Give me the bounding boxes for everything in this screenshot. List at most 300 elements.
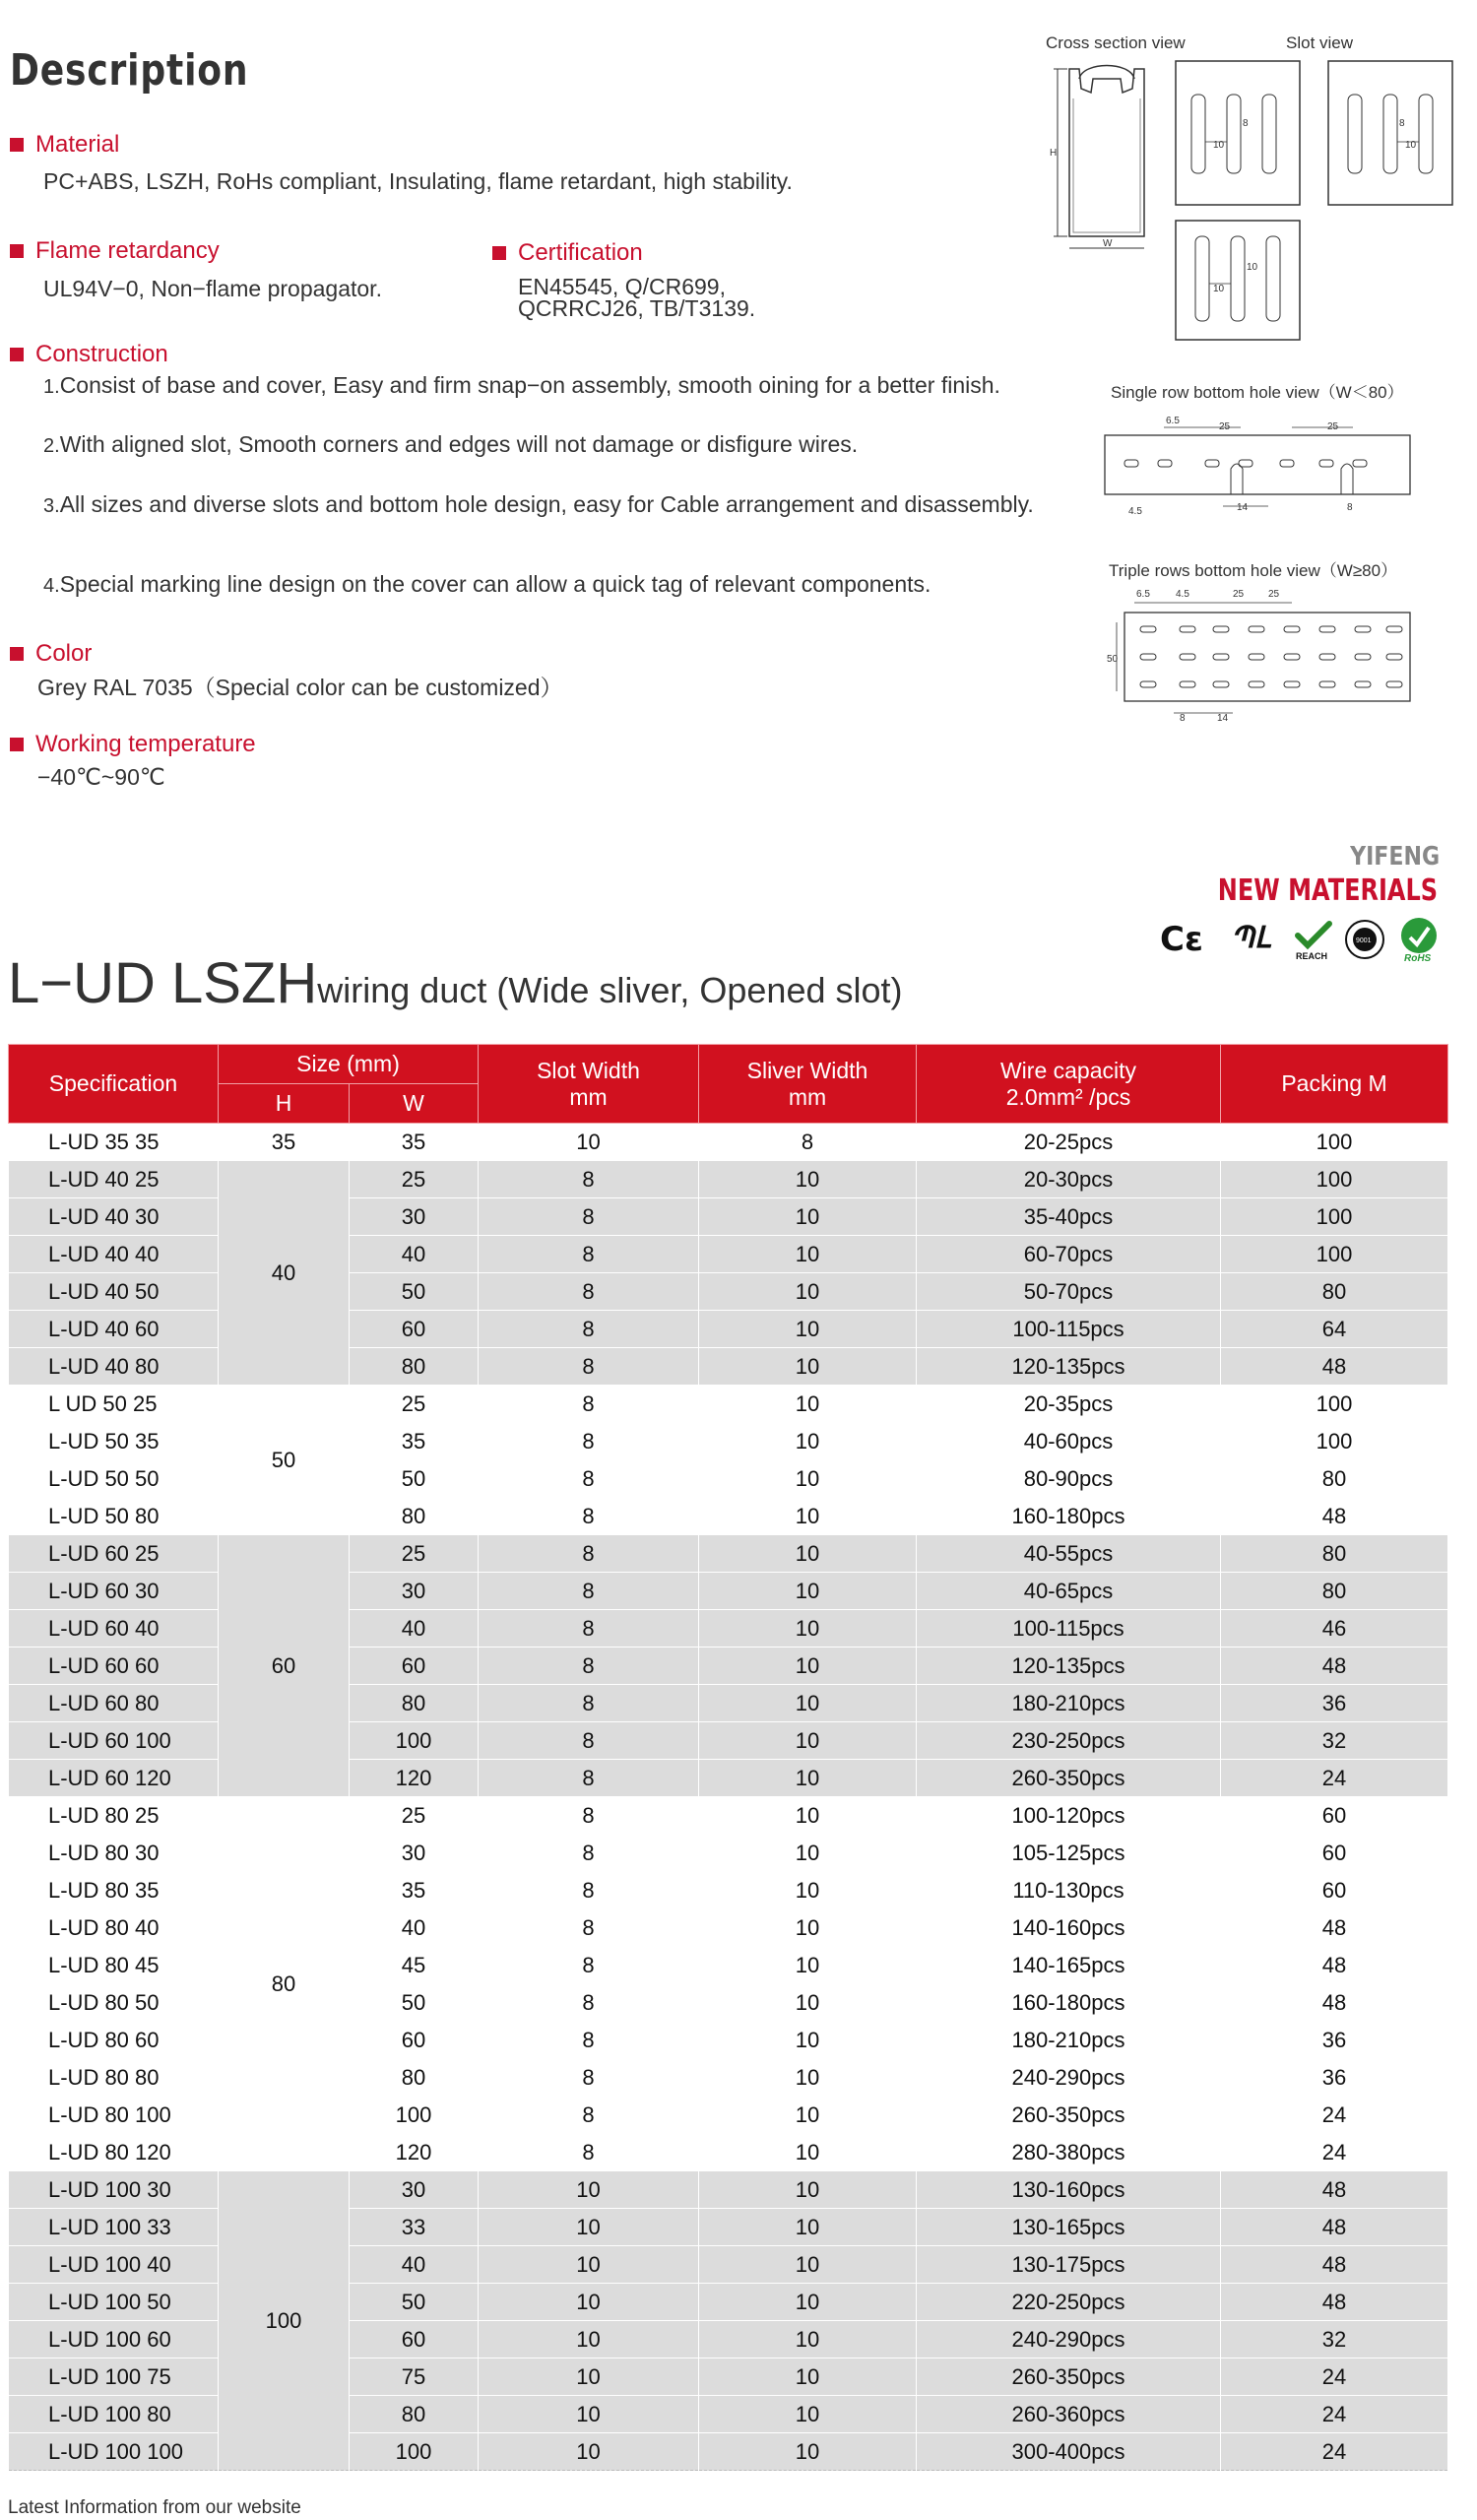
material-text: PC+ABS, LSZH, RoHs compliant, Insulating, flame retardant, high stability. [43, 168, 793, 194]
spec-cell: L-UD 80 100 [9, 2097, 219, 2134]
wire-capacity-cell: 240-290pcs [917, 2321, 1221, 2358]
packing-cell: 24 [1221, 2097, 1448, 2134]
spec-cell: L-UD 60 25 [9, 1535, 219, 1573]
spec-cell: L-UD 80 25 [9, 1797, 219, 1835]
rohs-logo-icon [1394, 916, 1444, 963]
bullet-square-icon [10, 348, 24, 361]
spec-cell: L-UD 100 40 [9, 2246, 219, 2284]
wire-capacity-cell: 60-70pcs [917, 1236, 1221, 1273]
cross-w-label: W [1103, 238, 1113, 249]
svg-text:RoHS: RoHS [1404, 953, 1432, 963]
svg-text:9001: 9001 [1356, 937, 1372, 944]
wire-capacity-cell: 160-180pcs [917, 1984, 1221, 2022]
packing-cell: 48 [1221, 2171, 1448, 2209]
color-text: Grey RAL 7035（Special color can be customized） [37, 675, 563, 700]
construction-item-1: 1.Consist of base and cover, Easy and firm snap−on assembly, smooth oining for a better finish. [43, 372, 1000, 398]
width-cell: 60 [350, 2022, 479, 2059]
width-cell: 30 [350, 1835, 479, 1872]
svg-text:8: 8 [1243, 118, 1249, 129]
slot-width-cell: 8 [479, 1161, 699, 1198]
width-cell: 30 [350, 1573, 479, 1610]
width-cell: 33 [350, 2209, 479, 2246]
wire-capacity-cell: 20-30pcs [917, 1161, 1221, 1198]
spec-cell: L-UD 50 80 [9, 1498, 219, 1535]
wire-capacity-cell: 35-40pcs [917, 1198, 1221, 1236]
slot-width-cell: 8 [479, 1460, 699, 1498]
slot-width-cell: 8 [479, 1797, 699, 1835]
svg-text:10: 10 [1213, 140, 1225, 151]
spec-cell: L-UD 100 30 [9, 2171, 219, 2209]
spec-cell: L-UD 60 80 [9, 1685, 219, 1722]
sliver-width-cell: 10 [699, 1685, 917, 1722]
single-row-hole-diagram [1095, 408, 1416, 526]
ul-mark-icon [1229, 920, 1280, 959]
temperature-heading [10, 731, 256, 758]
width-cell: 25 [350, 1797, 479, 1835]
svg-text:4.5: 4.5 [1128, 506, 1142, 517]
wire-capacity-cell: 260-350pcs [917, 2358, 1221, 2396]
wire-capacity-cell: 260-350pcs [917, 1760, 1221, 1797]
construction-heading-label: Construction [35, 341, 168, 367]
slot-width-cell: 10 [479, 2396, 699, 2433]
spec-cell: L-UD 40 30 [9, 1198, 219, 1236]
cross-section-diagram [1044, 59, 1172, 256]
wire-capacity-cell: 120-135pcs [917, 1348, 1221, 1386]
wire-capacity-cell: 110-130pcs [917, 1872, 1221, 1909]
spec-cell: L-UD 100 33 [9, 2209, 219, 2246]
flame-heading [10, 237, 220, 265]
construction-item-3: 3.All sizes and diverse slots and bottom hole design, easy for Cable arrangement and disassembly. [43, 491, 1034, 517]
iso-9001-logo-icon [1343, 918, 1386, 961]
slot-width-cell: 8 [479, 1835, 699, 1872]
wire-capacity-cell: 100-120pcs [917, 1797, 1221, 1835]
slot-width-cell: 8 [479, 1648, 699, 1685]
slot-width-cell: 8 [479, 2022, 699, 2059]
packing-cell: 24 [1221, 2433, 1448, 2471]
sliver-width-cell: 10 [699, 2059, 917, 2097]
width-cell: 100 [350, 1722, 479, 1760]
bullet-square-icon [10, 138, 24, 152]
wire-capacity-cell: 105-125pcs [917, 1835, 1221, 1872]
slot-width-cell: 8 [479, 1535, 699, 1573]
width-cell: 25 [350, 1535, 479, 1573]
width-cell: 50 [350, 1273, 479, 1311]
spec-cell: L UD 50 25 [9, 1386, 219, 1423]
col-header-w: W [350, 1084, 479, 1124]
wire-capacity-cell: 100-115pcs [917, 1311, 1221, 1348]
sliver-width-cell: 10 [699, 1835, 917, 1872]
width-cell: 30 [350, 1198, 479, 1236]
triple-row-hole-diagram [1095, 583, 1416, 731]
sliver-width-cell: 10 [699, 2171, 917, 2209]
slot-width-cell: 10 [479, 2284, 699, 2321]
sliver-width-cell: 10 [699, 1722, 917, 1760]
width-cell: 75 [350, 2358, 479, 2396]
wire-capacity-cell: 260-360pcs [917, 2396, 1221, 2433]
sliver-width-cell: 10 [699, 1348, 917, 1386]
slot-width-cell: 8 [479, 1872, 699, 1909]
packing-cell: 36 [1221, 2059, 1448, 2097]
slot-width-cell: 8 [479, 1348, 699, 1386]
width-cell: 60 [350, 2321, 479, 2358]
packing-cell: 48 [1221, 1648, 1448, 1685]
wire-capacity-cell: 40-60pcs [917, 1423, 1221, 1460]
product-title-sub: wiring duct (Wide sliver, Opened slot) [317, 970, 903, 1010]
sliver-width-cell: 10 [699, 1311, 917, 1348]
wire-capacity-cell: 280-380pcs [917, 2134, 1221, 2171]
certification-logos [1160, 916, 1445, 965]
width-cell: 45 [350, 1947, 479, 1984]
material-heading [10, 131, 119, 159]
sliver-width-cell: 10 [699, 2284, 917, 2321]
sliver-width-cell: 10 [699, 1535, 917, 1573]
width-cell: 50 [350, 1460, 479, 1498]
bullet-square-icon [492, 246, 506, 260]
svg-text:25: 25 [1219, 421, 1231, 432]
slot-width-cell: 8 [479, 1760, 699, 1797]
certification-text [518, 276, 755, 319]
sliver-width-cell: 10 [699, 1386, 917, 1423]
svg-text:14: 14 [1237, 502, 1249, 513]
svg-text:6.5: 6.5 [1166, 416, 1180, 426]
slot-width-cell: 8 [479, 2097, 699, 2134]
wire-capacity-cell: 130-175pcs [917, 2246, 1221, 2284]
wire-capacity-cell: 120-135pcs [917, 1648, 1221, 1685]
svg-text:8: 8 [1347, 502, 1353, 513]
width-cell: 30 [350, 2171, 479, 2209]
packing-cell: 48 [1221, 1348, 1448, 1386]
spec-cell: L-UD 60 30 [9, 1573, 219, 1610]
spec-cell: L-UD 60 100 [9, 1722, 219, 1760]
packing-cell: 100 [1221, 1386, 1448, 1423]
slot-width-cell: 8 [479, 1947, 699, 1984]
width-cell: 80 [350, 1498, 479, 1535]
packing-cell: 24 [1221, 2134, 1448, 2171]
width-cell: 80 [350, 2059, 479, 2097]
packing-cell: 48 [1221, 2246, 1448, 2284]
svg-text:25: 25 [1268, 589, 1280, 600]
slot-width-cell: 8 [479, 1386, 699, 1423]
packing-cell: 60 [1221, 1797, 1448, 1835]
temperature-text: −40℃~90℃ [37, 764, 165, 790]
bullet-square-icon [10, 244, 24, 258]
slot-width-cell: 10 [479, 2321, 699, 2358]
packing-cell: 48 [1221, 1498, 1448, 1535]
table-row [9, 1386, 1448, 1423]
packing-cell: 48 [1221, 1909, 1448, 1947]
width-cell: 80 [350, 1685, 479, 1722]
spec-cell: L-UD 80 40 [9, 1909, 219, 1947]
slot-view-diagram-1 [1174, 59, 1302, 207]
packing-cell: 80 [1221, 1535, 1448, 1573]
sliver-width-cell: 10 [699, 1498, 917, 1535]
width-cell: 80 [350, 2396, 479, 2433]
col-header-h: H [219, 1084, 350, 1124]
wire-capacity-cell: 20-35pcs [917, 1386, 1221, 1423]
width-cell: 25 [350, 1386, 479, 1423]
certification-line-1: EN45545, Q/CR699, [518, 274, 726, 299]
sliver-width-cell: 10 [699, 2396, 917, 2433]
spec-cell: L-UD 80 35 [9, 1872, 219, 1909]
slot-width-cell: 8 [479, 1273, 699, 1311]
spec-cell: L-UD 100 50 [9, 2284, 219, 2321]
height-cell: 35 [219, 1124, 350, 1161]
wire-capacity-cell: 260-350pcs [917, 2097, 1221, 2134]
height-cell: 100 [219, 2171, 350, 2471]
packing-cell: 48 [1221, 1947, 1448, 1984]
slot-view-diagram-3 [1174, 219, 1302, 342]
wire-capacity-cell: 40-55pcs [917, 1535, 1221, 1573]
brand-tagline: NEW MATERIALS [1217, 873, 1438, 908]
svg-text:25: 25 [1327, 421, 1339, 432]
width-cell: 50 [350, 2284, 479, 2321]
sliver-width-cell: 10 [699, 1797, 917, 1835]
packing-cell: 100 [1221, 1423, 1448, 1460]
svg-text:ՊԼ: ՊԼ [1231, 922, 1271, 954]
flame-heading-label: Flame retardancy [35, 237, 220, 264]
width-cell: 35 [350, 1872, 479, 1909]
sliver-width-cell: 10 [699, 2097, 917, 2134]
spec-cell: L-UD 50 50 [9, 1460, 219, 1498]
packing-cell: 100 [1221, 1198, 1448, 1236]
spec-table [8, 1044, 1448, 2471]
svg-text:6.5: 6.5 [1136, 589, 1150, 600]
slot-width-cell: 8 [479, 1311, 699, 1348]
packing-cell: 48 [1221, 1984, 1448, 2022]
sliver-width-cell: 10 [699, 2022, 917, 2059]
wire-capacity-cell: 80-90pcs [917, 1460, 1221, 1498]
sliver-width-cell: 10 [699, 1947, 917, 1984]
wire-capacity-cell: 130-160pcs [917, 2171, 1221, 2209]
slot-width-cell: 8 [479, 1498, 699, 1535]
slot-width-cell: 10 [479, 2171, 699, 2209]
single-row-label: Single row bottom hole view（W＜80） [1111, 383, 1404, 402]
sliver-width-cell: 10 [699, 1161, 917, 1198]
wire-capacity-cell: 140-165pcs [917, 1947, 1221, 1984]
wire-capacity-cell: 100-115pcs [917, 1610, 1221, 1648]
spec-cell: L-UD 40 25 [9, 1161, 219, 1198]
packing-cell: 32 [1221, 2321, 1448, 2358]
spec-cell: L-UD 80 120 [9, 2134, 219, 2171]
certification-heading-label: Certification [518, 239, 643, 266]
sliver-width-cell: 10 [699, 1909, 917, 1947]
packing-cell: 100 [1221, 1124, 1448, 1161]
sliver-width-cell: 10 [699, 1984, 917, 2022]
svg-text:25: 25 [1233, 589, 1245, 600]
table-row [9, 1797, 1448, 1835]
spec-cell: L-UD 40 80 [9, 1348, 219, 1386]
sliver-width-cell: 10 [699, 2358, 917, 2396]
slot-view-label: Slot view [1286, 33, 1354, 52]
slot-width-cell: 10 [479, 2358, 699, 2396]
table-row [9, 1161, 1448, 1198]
construction-item-4: 4.Special marking line design on the cover can allow a quick tag of relevant components. [43, 571, 931, 597]
sliver-width-cell: 10 [699, 1460, 917, 1498]
packing-cell: 60 [1221, 1835, 1448, 1872]
spec-cell: L-UD 80 30 [9, 1835, 219, 1872]
spec-cell: L-UD 100 75 [9, 2358, 219, 2396]
construction-item-2: 2.With aligned slot, Smooth corners and edges will not damage or disfigure wires. [43, 431, 859, 457]
sliver-width-cell: 10 [699, 1573, 917, 1610]
col-header-spec: Specification [9, 1045, 219, 1124]
bullet-square-icon [10, 647, 24, 661]
slot-width-cell: 8 [479, 1198, 699, 1236]
packing-cell: 24 [1221, 2396, 1448, 2433]
width-cell: 35 [350, 1124, 479, 1161]
slot-width-cell: 8 [479, 1685, 699, 1722]
spec-cell: L-UD 80 60 [9, 2022, 219, 2059]
sliver-width-cell: 10 [699, 2209, 917, 2246]
height-cell: 50 [219, 1386, 350, 1535]
packing-cell: 64 [1221, 1311, 1448, 1348]
product-title-main: L−UD LSZH [8, 951, 318, 1015]
wire-capacity-cell: 140-160pcs [917, 1909, 1221, 1947]
packing-cell: 100 [1221, 1161, 1448, 1198]
sliver-width-cell: 10 [699, 2321, 917, 2358]
svg-text:8: 8 [1180, 713, 1186, 724]
spec-cell: L-UD 40 60 [9, 1311, 219, 1348]
slot-width-cell: 8 [479, 2059, 699, 2097]
construction-heading [10, 341, 168, 368]
width-cell: 120 [350, 1760, 479, 1797]
sliver-width-cell: 10 [699, 1236, 917, 1273]
width-cell: 80 [350, 1348, 479, 1386]
temperature-heading-label: Working temperature [35, 731, 256, 757]
cross-h-label: H [1050, 148, 1058, 159]
width-cell: 25 [350, 1161, 479, 1198]
packing-cell: 24 [1221, 2358, 1448, 2396]
height-cell: 60 [219, 1535, 350, 1797]
slot-width-cell: 8 [479, 1909, 699, 1947]
col-header-sliver: Sliver Width mm [699, 1045, 917, 1124]
wire-capacity-cell: 300-400pcs [917, 2433, 1221, 2471]
table-row [9, 1535, 1448, 1573]
packing-cell: 80 [1221, 1573, 1448, 1610]
cross-section-label: Cross section view [1046, 33, 1186, 52]
packing-cell: 48 [1221, 2209, 1448, 2246]
svg-text:REACH: REACH [1296, 951, 1328, 961]
packing-cell: 24 [1221, 1760, 1448, 1797]
sliver-width-cell: 10 [699, 1872, 917, 1909]
spec-cell: L-UD 60 120 [9, 1760, 219, 1797]
wire-capacity-cell: 230-250pcs [917, 1722, 1221, 1760]
wire-capacity-cell: 180-210pcs [917, 2022, 1221, 2059]
reach-logo-icon [1292, 918, 1335, 963]
spec-cell: L-UD 80 50 [9, 1984, 219, 2022]
width-cell: 40 [350, 1236, 479, 1273]
packing-cell: 60 [1221, 1872, 1448, 1909]
bullet-square-icon [10, 738, 24, 751]
table-row [9, 2171, 1448, 2209]
packing-cell: 46 [1221, 1610, 1448, 1648]
packing-cell: 48 [1221, 2284, 1448, 2321]
description-title: Description [10, 45, 249, 96]
product-title [8, 950, 903, 1016]
flame-text: UL94V−0, Non−flame propagator. [43, 276, 382, 301]
width-cell: 40 [350, 1909, 479, 1947]
sliver-width-cell: 8 [699, 1124, 917, 1161]
sliver-width-cell: 10 [699, 1198, 917, 1236]
sliver-width-cell: 10 [699, 2433, 917, 2471]
width-cell: 100 [350, 2433, 479, 2471]
certification-line-2: QCRRCJ26, TB/T3139. [518, 295, 756, 321]
certification-heading [492, 239, 643, 267]
spec-cell: L-UD 100 60 [9, 2321, 219, 2358]
footer-note: Latest Information from our website [8, 2497, 301, 2518]
width-cell: 100 [350, 2097, 479, 2134]
svg-text:10: 10 [1405, 140, 1417, 151]
slot-width-cell: 8 [479, 1722, 699, 1760]
slot-width-cell: 8 [479, 1984, 699, 2022]
packing-cell: 80 [1221, 1460, 1448, 1498]
spec-cell: L-UD 60 60 [9, 1648, 219, 1685]
width-cell: 35 [350, 1423, 479, 1460]
slot-width-cell: 10 [479, 2209, 699, 2246]
slot-width-cell: 8 [479, 1573, 699, 1610]
svg-text:8: 8 [1399, 118, 1405, 129]
slot-width-cell: 8 [479, 1423, 699, 1460]
packing-cell: 32 [1221, 1722, 1448, 1760]
sliver-width-cell: 10 [699, 2134, 917, 2171]
width-cell: 40 [350, 1610, 479, 1648]
slot-width-cell: 10 [479, 2246, 699, 2284]
slot-width-cell: 8 [479, 2134, 699, 2171]
svg-text:4.5: 4.5 [1176, 589, 1189, 600]
svg-text:50: 50 [1107, 654, 1119, 665]
width-cell: 120 [350, 2134, 479, 2171]
slot-width-cell: 10 [479, 2433, 699, 2471]
brand-name: YIFENG [1349, 842, 1440, 872]
sliver-width-cell: 10 [699, 1610, 917, 1648]
slot-width-cell: 8 [479, 1236, 699, 1273]
spec-cell: L-UD 80 45 [9, 1947, 219, 1984]
slot-width-cell: 10 [479, 1124, 699, 1161]
color-heading [10, 640, 92, 668]
svg-text:10: 10 [1247, 262, 1258, 273]
wire-capacity-cell: 20-25pcs [917, 1124, 1221, 1161]
wire-capacity-cell: 240-290pcs [917, 2059, 1221, 2097]
width-cell: 60 [350, 1648, 479, 1685]
sliver-width-cell: 10 [699, 1648, 917, 1685]
wire-capacity-cell: 50-70pcs [917, 1273, 1221, 1311]
height-cell: 80 [219, 1797, 350, 2171]
svg-text:14: 14 [1217, 713, 1229, 724]
spec-cell: L-UD 80 80 [9, 2059, 219, 2097]
col-header-wire: Wire capacity 2.0mm² /pcs [917, 1045, 1221, 1124]
col-header-size: Size (mm) [219, 1045, 479, 1084]
col-header-packing: Packing M [1221, 1045, 1448, 1124]
packing-cell: 100 [1221, 1236, 1448, 1273]
packing-cell: 36 [1221, 1685, 1448, 1722]
sliver-width-cell: 10 [699, 2246, 917, 2284]
spec-cell: L-UD 60 40 [9, 1610, 219, 1648]
sliver-width-cell: 10 [699, 1423, 917, 1460]
col-header-slot: Slot Width mm [479, 1045, 699, 1124]
material-heading-label: Material [35, 131, 120, 158]
slot-view-diagram-2 [1326, 59, 1454, 207]
spec-cell: L-UD 40 40 [9, 1236, 219, 1273]
wire-capacity-cell: 180-210pcs [917, 1685, 1221, 1722]
color-heading-label: Color [35, 640, 93, 667]
sliver-width-cell: 10 [699, 1273, 917, 1311]
spec-cell: L-UD 35 35 [9, 1124, 219, 1161]
triple-row-label: Triple rows bottom hole view（W≥80） [1109, 561, 1398, 580]
height-cell: 40 [219, 1161, 350, 1386]
width-cell: 60 [350, 1311, 479, 1348]
spec-cell: L-UD 40 50 [9, 1273, 219, 1311]
width-cell: 50 [350, 1984, 479, 2022]
wire-capacity-cell: 220-250pcs [917, 2284, 1221, 2321]
